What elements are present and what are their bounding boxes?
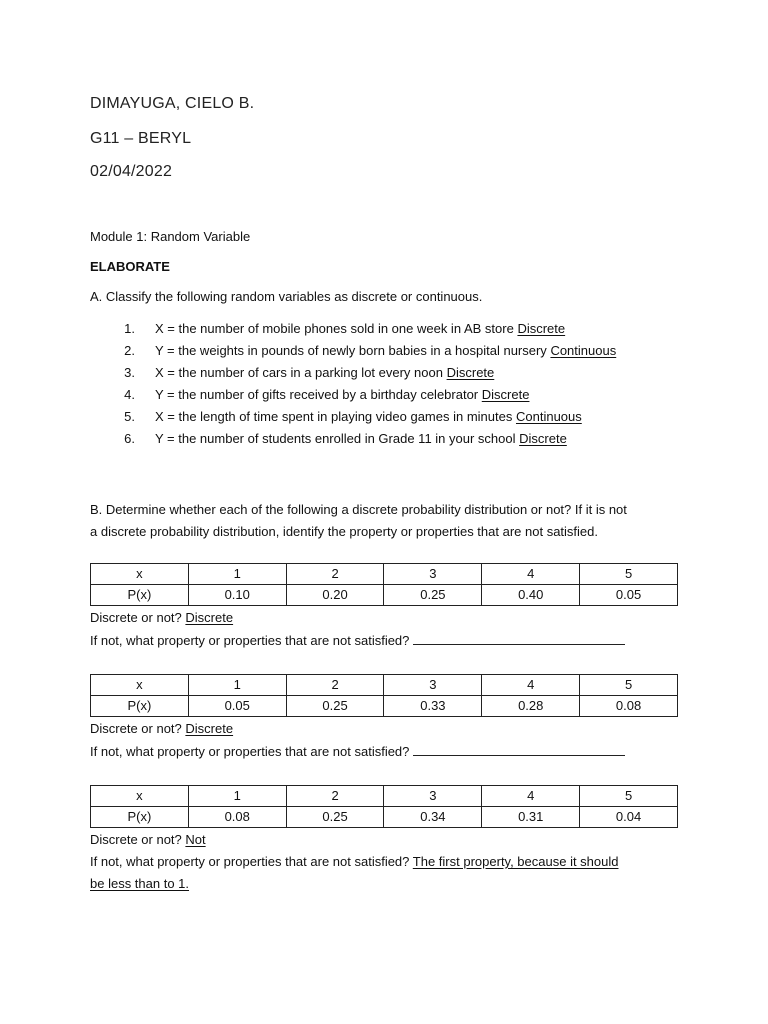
module-title: Module 1: Random Variable [90, 229, 251, 244]
table-cell: 0.34 [384, 807, 482, 828]
list-item: 2. Y = the weights in pounds of newly born babies in a hospital nursery Continuous [90, 342, 616, 364]
document-date: 02/04/2022 [90, 163, 173, 180]
table-cell: 0.28 [482, 696, 580, 717]
discrete-answer-1: Discrete [185, 610, 234, 625]
table-cell: 1 [188, 675, 286, 696]
table-cell: 0.25 [286, 696, 384, 717]
table-cell: 3 [384, 675, 482, 696]
discrete-question-2: Discrete or not? Discrete [90, 721, 234, 736]
table-row-x [91, 786, 678, 807]
table-cell: 0.08 [580, 696, 678, 717]
table-cell: 0.25 [286, 807, 384, 828]
table-cell: 3 [384, 564, 482, 585]
table-cell: 3 [384, 786, 482, 807]
table-row-x [91, 675, 678, 696]
part-b-instruction-line2: a discrete probability distribution, identify the property or properties that are not satisfied. [90, 524, 598, 539]
discrete-question-3: Discrete or not? Not [90, 832, 206, 847]
property-answer-3-line1: The first property, because it should [412, 854, 619, 869]
table-cell: 0.08 [188, 807, 286, 828]
table-header-cell: P(x) [91, 807, 189, 828]
table-row-x [91, 564, 678, 585]
property-question-1: If not, what property or properties that are not satisfied? [90, 632, 625, 648]
table-cell: 0.33 [384, 696, 482, 717]
elaborate-label: ELABORATE [90, 259, 170, 274]
table-cell: 5 [580, 675, 678, 696]
part-a-instruction: A. Classify the following random variables as discrete or continuous. [90, 289, 483, 304]
table-cell: 2 [286, 675, 384, 696]
table-cell: 4 [482, 675, 580, 696]
table-cell: 0.10 [188, 585, 286, 606]
table-cell: 0.25 [384, 585, 482, 606]
table-cell: 4 [482, 786, 580, 807]
item-answer: Continuous [550, 343, 617, 358]
list-item: 1. X = the number of mobile phones sold in one week in AB store Discrete [90, 320, 616, 342]
table-cell: 4 [482, 564, 580, 585]
list-item: 5. X = the length of time spent in playing video games in minutes Continuous [90, 408, 616, 430]
table-cell: 0.04 [580, 807, 678, 828]
part-b-instruction-line1: B. Determine whether each of the following a discrete probability distribution or not? If it is not [90, 502, 627, 517]
list-item: 4. Y = the number of gifts received by a birthday celebrator Discrete [90, 386, 616, 408]
table-cell: 5 [580, 564, 678, 585]
table-cell: 2 [286, 564, 384, 585]
table-cell: 2 [286, 786, 384, 807]
property-question-3: If not, what property or properties that are not satisfied? The first property, because it should [90, 854, 619, 869]
part-a-list [90, 320, 616, 452]
table-cell: 0.05 [580, 585, 678, 606]
answer-blank-2 [413, 743, 625, 756]
table-row-p [91, 696, 678, 717]
list-item: 3. X = the number of cars in a parking lot every noon Discrete [90, 364, 616, 386]
table-row-p [91, 585, 678, 606]
probability-table-2 [90, 674, 678, 717]
table-cell: 5 [580, 786, 678, 807]
item-answer: Continuous [515, 409, 582, 424]
table-header-cell: P(x) [91, 585, 189, 606]
item-answer: Discrete [517, 321, 566, 336]
property-answer-3-line2: be less than to 1. [90, 876, 190, 891]
table-header-cell: x [91, 564, 189, 585]
table-cell: 0.20 [286, 585, 384, 606]
table-cell: 0.31 [482, 807, 580, 828]
answer-blank-1 [413, 632, 625, 645]
table-cell: 1 [188, 564, 286, 585]
student-section: G11 – BERYL [90, 130, 192, 147]
table-cell: 0.40 [482, 585, 580, 606]
table-cell: 1 [188, 786, 286, 807]
list-item: 6. Y = the number of students enrolled in Grade 11 in your school Discrete [90, 430, 616, 452]
table-header-cell: P(x) [91, 696, 189, 717]
property-question-2: If not, what property or properties that are not satisfied? [90, 743, 625, 759]
discrete-answer-2: Discrete [185, 721, 234, 736]
table-cell: 0.05 [188, 696, 286, 717]
student-name: DIMAYUGA, CIELO B. [90, 95, 255, 112]
probability-table-1 [90, 563, 678, 606]
item-answer: Discrete [446, 365, 495, 380]
item-answer: Discrete [481, 387, 530, 402]
item-answer: Discrete [519, 431, 567, 446]
table-row-p [91, 807, 678, 828]
table-header-cell: x [91, 675, 189, 696]
discrete-answer-3: Not [185, 832, 206, 847]
probability-table-3 [90, 785, 678, 828]
discrete-question-1: Discrete or not? Discrete [90, 610, 234, 625]
table-header-cell: x [91, 786, 189, 807]
